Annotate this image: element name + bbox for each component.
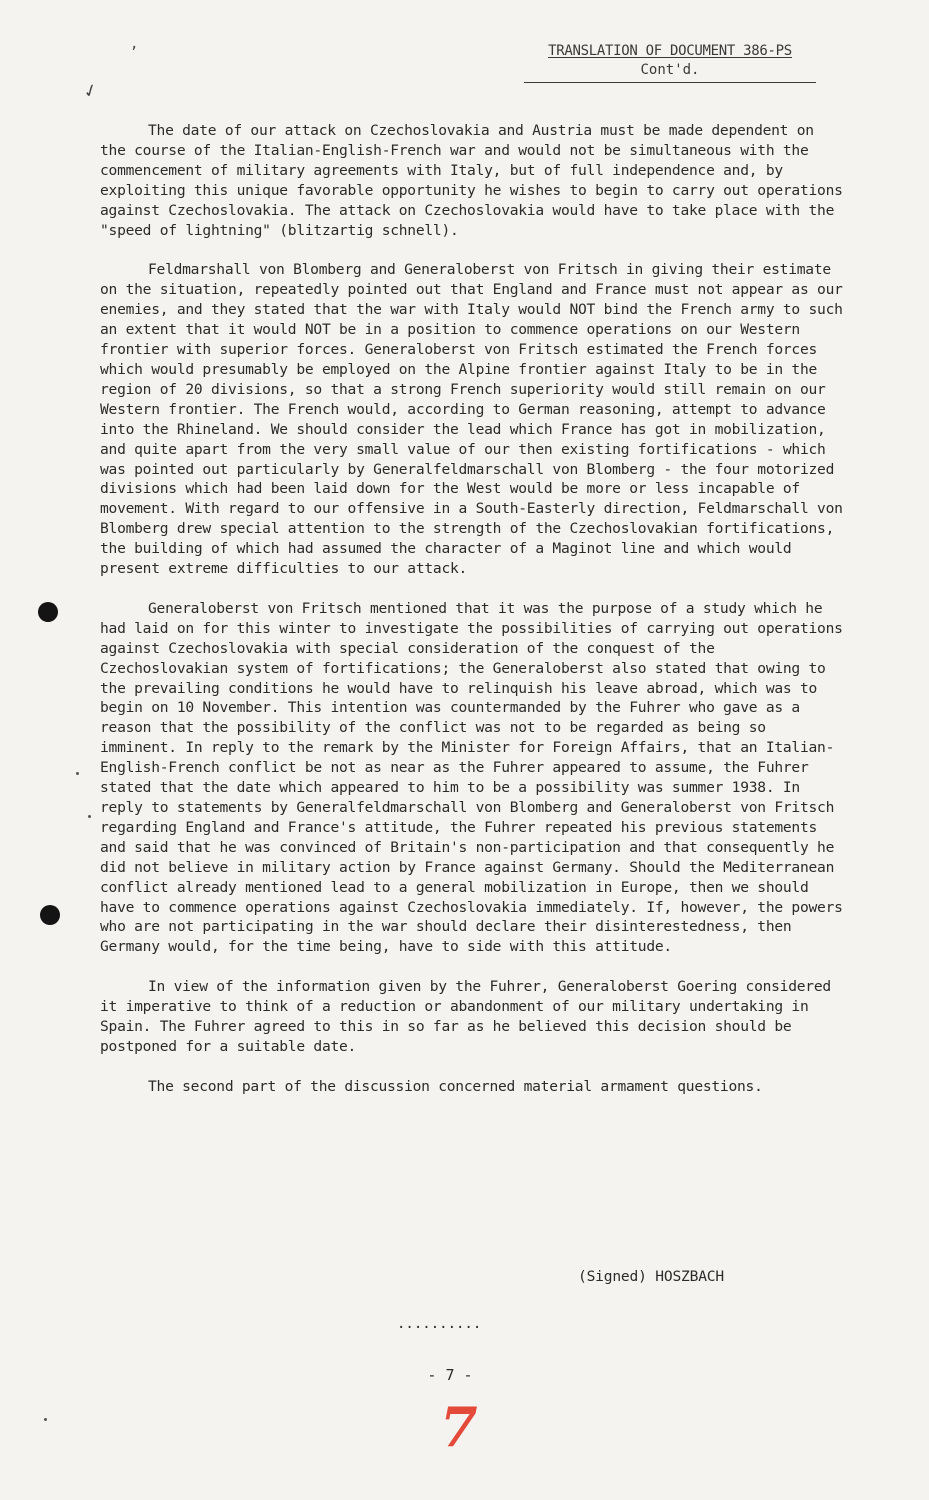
paragraph-goering-spain: In view of the information given by the Fuhrer, Generaloberst Goering considered it imperative to think of a reduction or abandonment of our military undertaking in Spain. The Fuhrer agreed to this in so far as he believed this decision should be postponed for a suitable date.	[100, 978, 831, 1055]
paragraph-second-part: The second part of the discussion concerned material armament questions.	[148, 1077, 763, 1095]
separator-dots: ..........	[397, 1316, 482, 1332]
paragraph-attack-date: The date of our attack on Czechoslovakia and Austria must be made dependent on the course of the Italian-English-French war and would not be simultaneous with the commencement of military agreements with Italy, but of full independence and, by exploiting this unique favorable opportunity he wishes to begin to carry out operations against Czechoslovakia. The attack on Czechoslovakia would have to take place with the "speed of lightning" (blitzartig schnell).	[100, 122, 843, 239]
handwritten-corner-mark: ✓	[80, 76, 100, 104]
signature-line: (Signed) HOSZBACH	[578, 1268, 724, 1285]
page-number: - 7 -	[427, 1366, 473, 1384]
document-header	[524, 42, 816, 80]
document-title: TRANSLATION OF DOCUMENT 386-PS	[548, 43, 792, 59]
punch-hole-upper	[38, 602, 58, 622]
paragraph-blomberg-fritsch-estimate: Feldmarshall von Blomberg and Generaloberst von Fritsch in giving their estimate on the situation, repeatedly pointed out that England and France must not appear as our enemies, and they stated that the war with Italy would NOT bind the French army to such an extent that it would NOT be in a position to commence operations on our Western frontier with superior forces. Generaloberst von Fritsch estimated the French forces which would presumably be employed on the Alpine frontier against Italy to be in the region of 20 divisions, so that a strong French superiority would still remain on our Western frontier. The French would, according to German reasoning, attempt to advance into the Rhineland. We should consider the lead which France has got in mobilization, and quite apart from the very small value of our then existing fortifications - which was pointed out particularly by Generalfeldmarschall von Blomberg - the four motorized divisions which had been laid down for the West would be more or less incapable of movement. With regard to our offensive in a South-Easterly direction, Feldmarschall von Blomberg drew special attention to the strength of the Czechoslovakian fortifications, the building of which had assumed the character of a Maginot line and which would present extreme difficulties to our attack.	[100, 261, 843, 578]
continued-label: Cont'd.	[640, 62, 700, 78]
paper-speck	[88, 815, 91, 818]
punch-hole-lower	[40, 905, 60, 925]
handwritten-page-number: 7	[440, 1395, 478, 1459]
paragraph-fritsch-study: Generaloberst von Fritsch mentioned that it was the purpose of a study which he had laid on for this winter to investigate the possibilities of carrying out operations against Czechoslovakia with special consideration of the conquest of the Czechoslovakian system of fortifications; the Generaloberst also stated that owing to the prevailing conditions he would have to relinquish his leave abroad, which was to begin on 10 November. This intention was countermanded by the Fuhrer who gave as a reason that the possibility of the conflict was not to be regarded as being so imminent. In reply to the remark by the Minister for Foreign Affairs, that an Italian-English-French conflict be not as near as the Fuhrer appeared to assume, the Fuhrer stated that the date which appeared to him to be a possibility was summer 1938. In reply to statements by Generalfeldmarschall von Blomberg and Generaloberst von Fritsch regarding England and France's attitude, the Fuhrer repeated his previous statements and said that he was convinced of Britain's non-participation and that consequently he did not believe in military action by France against Germany. Should the Mediterranean conflict already mentioned lead to a general mobilization in Europe, then we should have to commence operations against Czechoslovakia immediately. If, however, the powers who are not participating in the war should declare their disinterestedness, then Germany would, for the time being, have to side with this attitude.	[100, 599, 843, 956]
paper-speck	[44, 1418, 47, 1421]
paper-speck	[76, 772, 79, 775]
document-body	[100, 121, 845, 1117]
header-rule	[524, 82, 816, 83]
stray-mark: ,	[130, 36, 139, 52]
